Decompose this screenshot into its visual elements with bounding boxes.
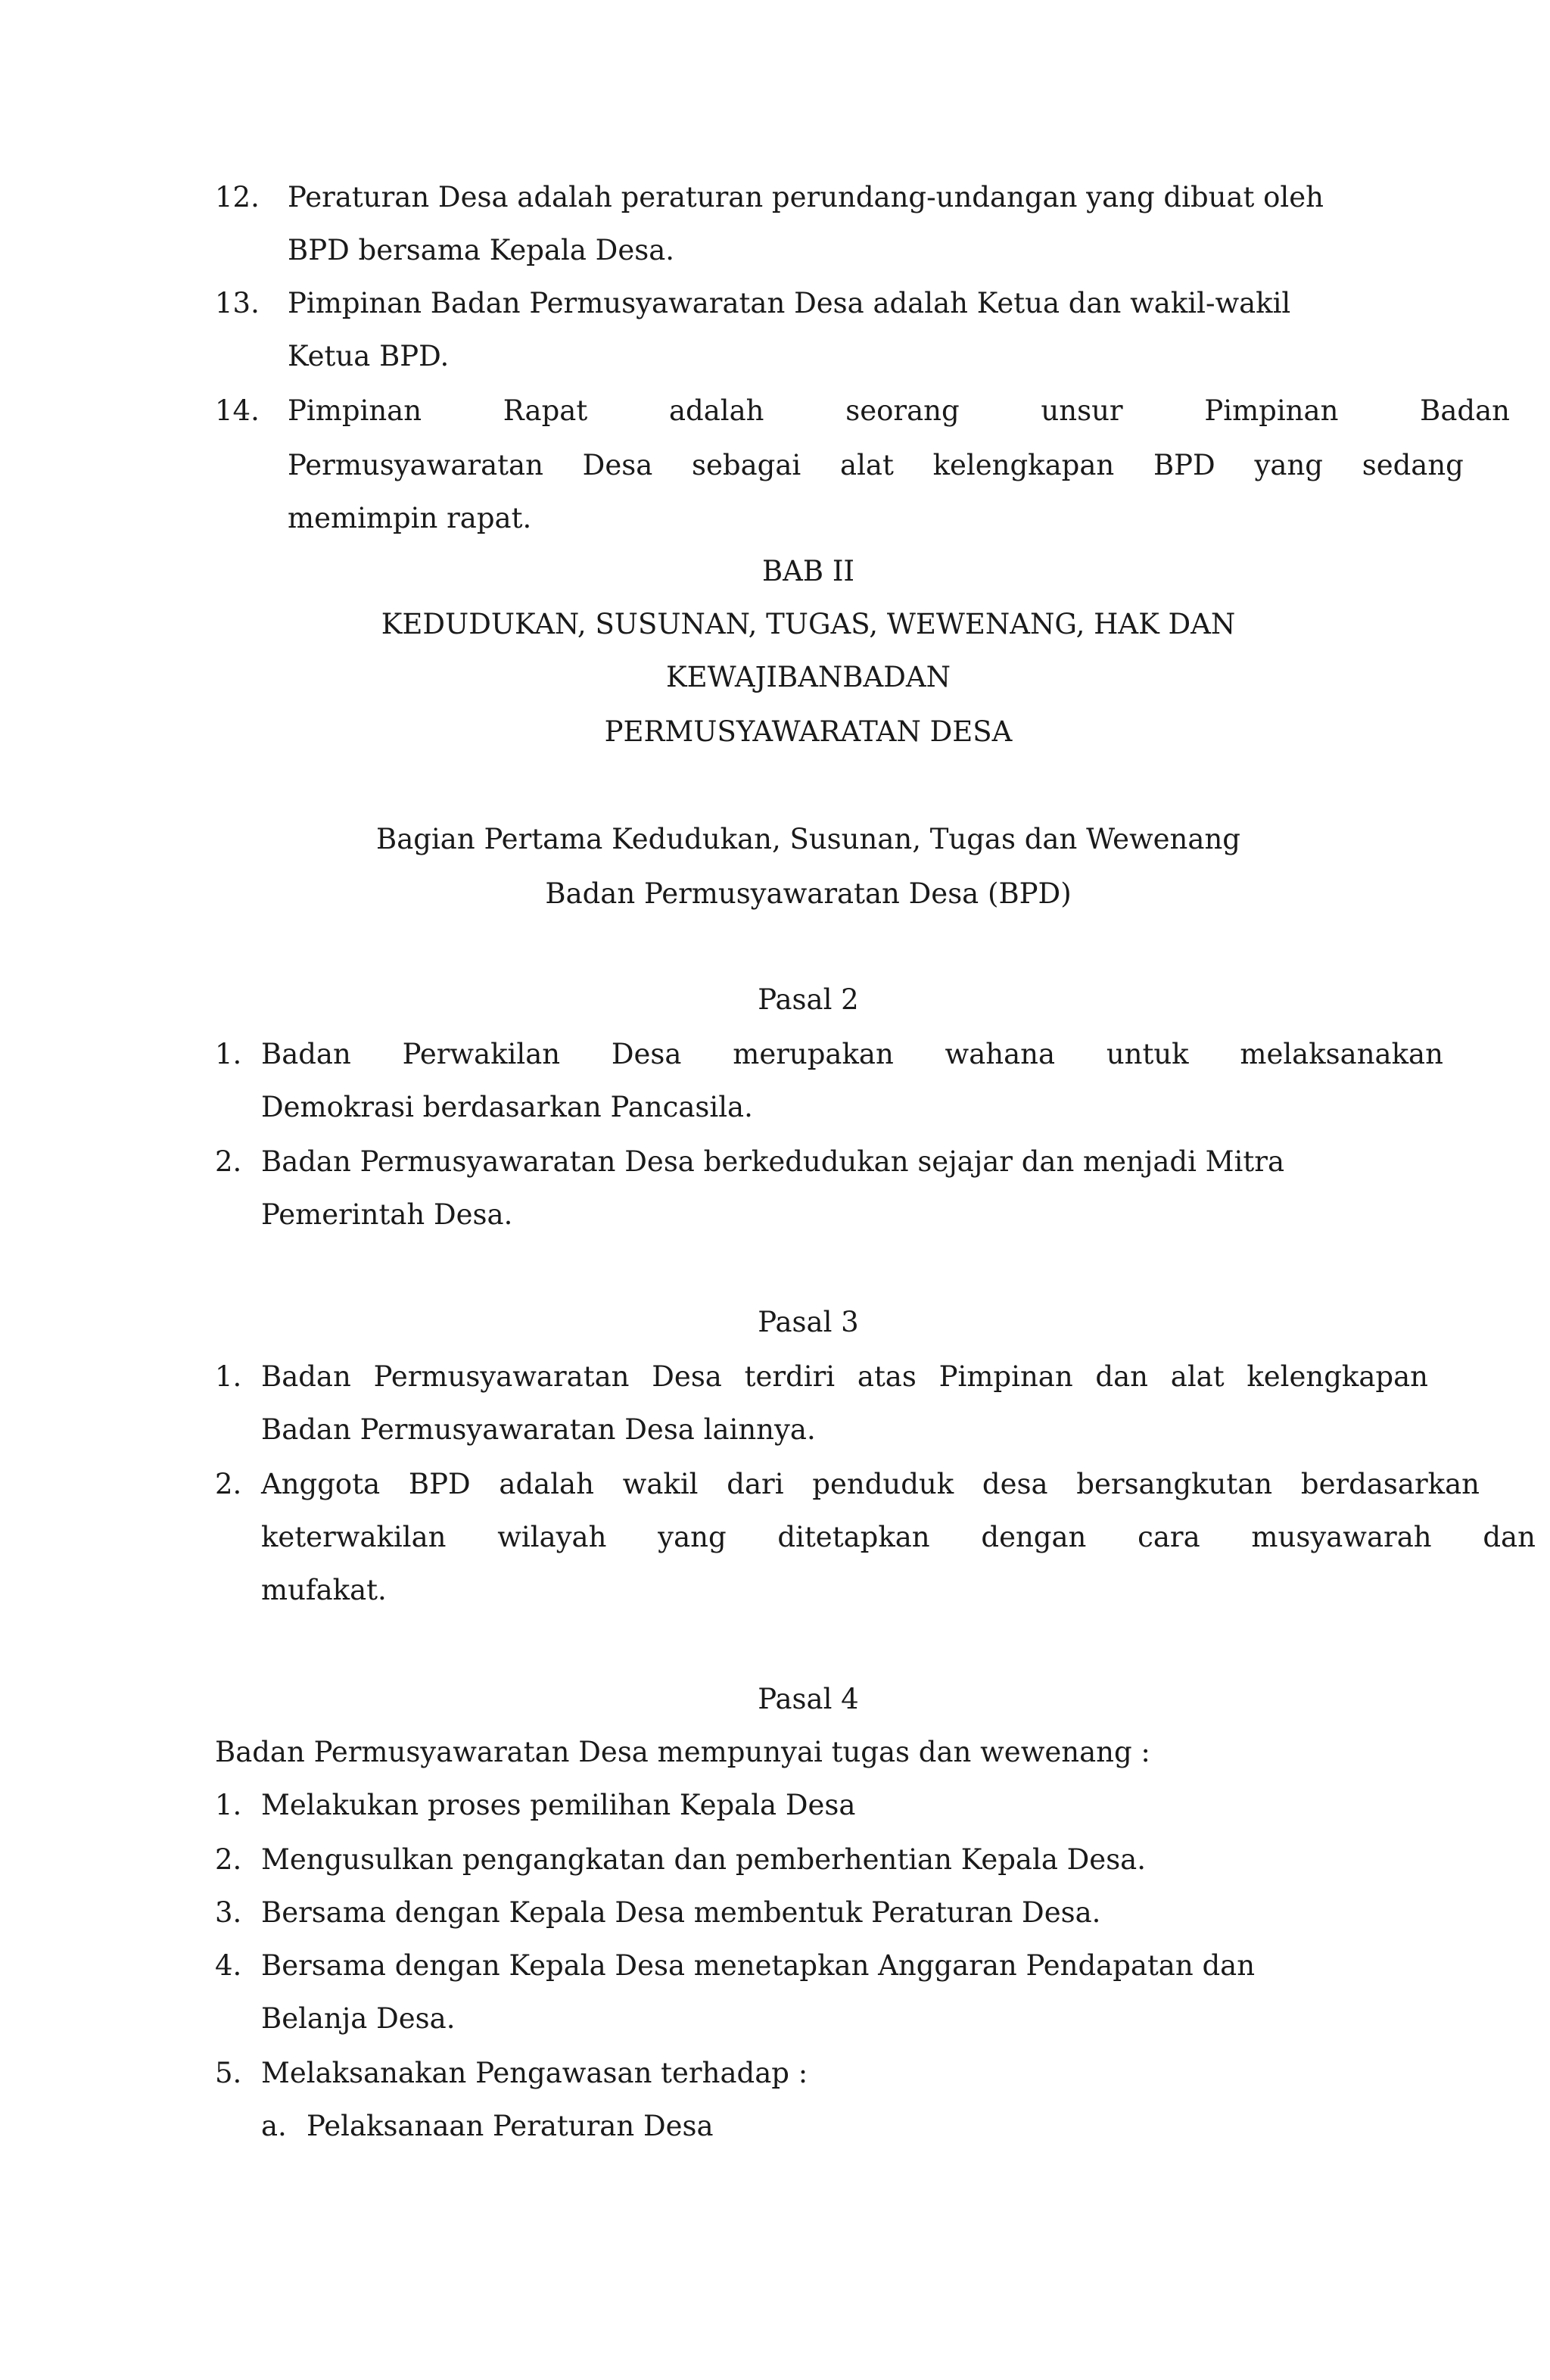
article-heading: Pasal 4 [758,1683,859,1715]
item-number: 2. [215,1145,242,1178]
item-text-line: Demokrasi berdasarkan Pancasila. [261,1091,753,1123]
item-text-line: BPD bersama Kepala Desa. [288,234,675,266]
item-number: 2. [215,1843,242,1876]
item-text-line: Pemerintah Desa. [261,1198,513,1231]
item-text-line: Ketua BPD. [288,340,450,372]
item-text-line: Peraturan Desa adalah peraturan perundang-undangan yang dibuat oleh [288,181,1324,213]
item-text-line: Melakukan proses pemilihan Kepala Desa [261,1789,856,1821]
item-text-line: Pimpinan Badan Permusyawaratan Desa adalah Ketua dan wakil-wakil [288,287,1291,319]
chapter-title-line: KEWAJIBANBADAN [666,661,951,693]
item-text-line: Permusyawaratan Desa sebagai alat kelengkapan BPD yang sedang [288,449,1464,481]
item-text-line: Badan Permusyawaratan Desa lainnya. [261,1413,816,1446]
chapter-title-line: PERMUSYAWARATAN DESA [604,715,1013,748]
item-number: 1. [215,1038,242,1070]
subitem-text: Pelaksanaan Peraturan Desa [307,2110,714,2142]
section-title-line: Bagian Pertama Kedudukan, Susunan, Tugas dan Wewenang [376,823,1240,855]
item-text-line: mufakat. [261,1574,387,1606]
item-number: 12. [215,181,260,213]
item-number: 14. [215,394,260,427]
item-number: 13. [215,287,260,319]
item-number: 2. [215,1468,242,1500]
item-text-line: Bersama dengan Kepala Desa menetapkan Anggaran Pendapatan dan [261,1949,1256,1982]
item-text-line: memimpin rapat. [288,502,532,534]
item-text-line: Badan Permusyawaratan Desa berkedudukan sejajar dan menjadi Mitra [261,1145,1284,1178]
item-text-line: Anggota BPD adalah wakil dari penduduk desa bersangkutan berdasarkan [261,1468,1480,1500]
item-text-line: Bersama dengan Kepala Desa membentuk Peraturan Desa. [261,1896,1101,1929]
item-text-line: Melaksanakan Pengawasan terhadap : [261,2057,808,2089]
article-intro: Badan Permusyawaratan Desa mempunyai tugas dan wewenang : [215,1736,1150,1768]
item-text-line: Pimpinan Rapat adalah seorang unsur Pimpinan Badan [288,394,1510,427]
item-text-line: Badan Perwakilan Desa merupakan wahana untuk melaksanakan [261,1038,1443,1070]
item-number: 1. [215,1360,242,1393]
chapter-title-line: KEDUDUKAN, SUSUNAN, TUGAS, WEWENANG, HAK DAN [381,608,1236,640]
item-number: 4. [215,1949,242,1982]
item-number: 5. [215,2057,242,2089]
subitem-letter: a. [261,2110,287,2142]
item-text-line: Badan Permusyawaratan Desa terdiri atas Pimpinan dan alat kelengkapan [261,1360,1428,1393]
item-text-line: Mengusulkan pengangkatan dan pemberhentian Kepala Desa. [261,1843,1147,1876]
chapter-number: BAB II [761,555,855,587]
article-heading: Pasal 3 [758,1306,859,1338]
item-number: 3. [215,1896,242,1929]
item-text-line: keterwakilan wilayah yang ditetapkan dengan cara musyawarah dan [261,1521,1536,1553]
section-title-line: Badan Permusyawaratan Desa (BPD) [545,877,1072,910]
article-heading: Pasal 2 [758,983,859,1016]
item-number: 1. [215,1789,242,1821]
item-text-line: Belanja Desa. [261,2002,456,2035]
